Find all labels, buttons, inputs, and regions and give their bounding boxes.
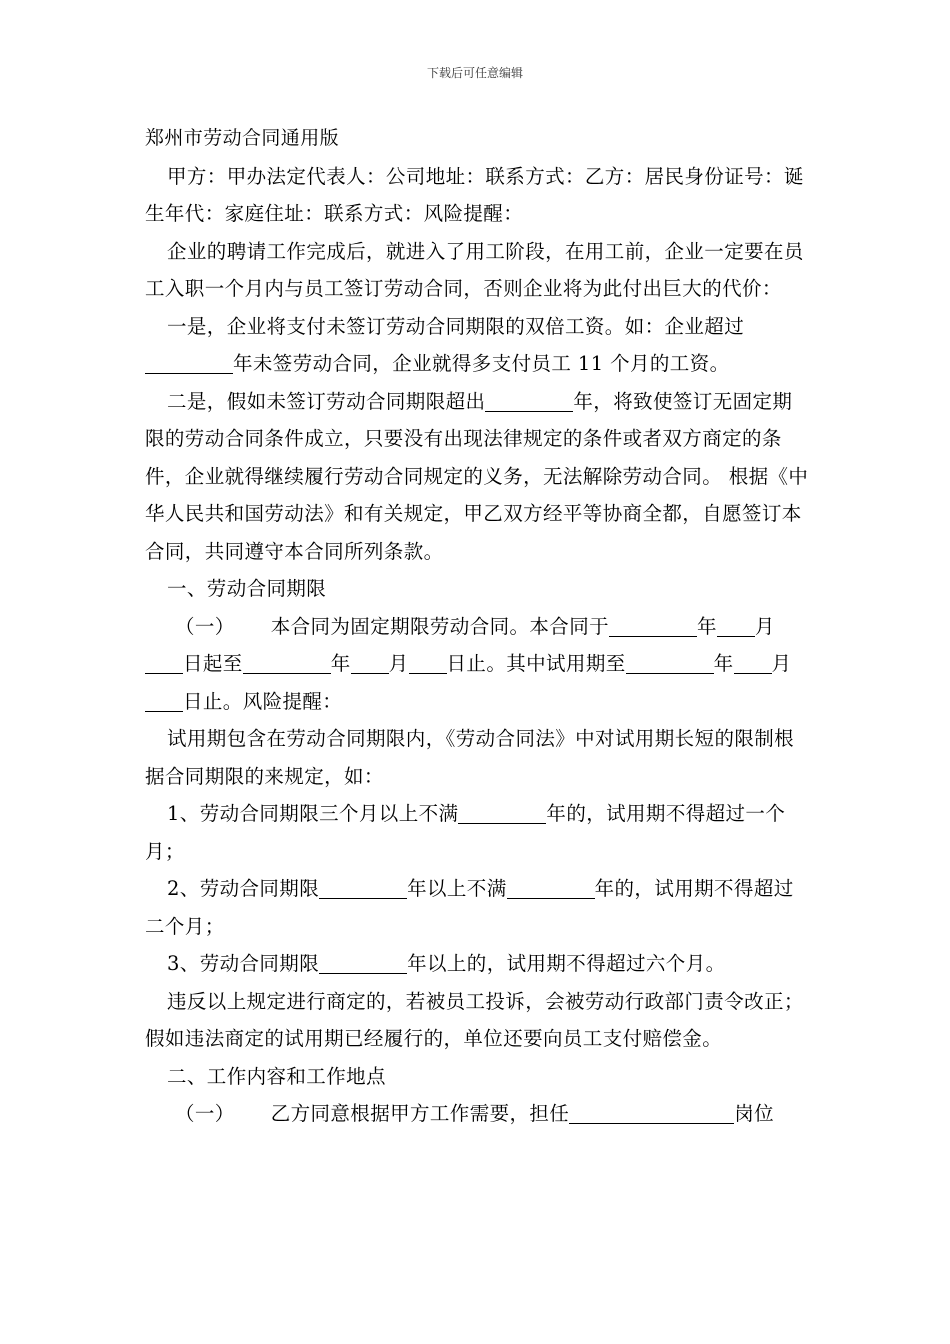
item-text: 2、劳动合同期限: [167, 877, 320, 900]
intro-paragraph: 企业的聘请工作完成后，就进入了用工阶段，在用工前，企业一定要在员工入职一个月内与员工签订劳动合同，否则企业将为此付出巨大的代价：: [145, 239, 804, 300]
blank-field: [458, 801, 546, 824]
clause-term: [145, 608, 810, 721]
blank-field: [569, 1101, 734, 1124]
month-label: 月: [771, 652, 792, 675]
blank-field: [409, 651, 447, 674]
risk-two-text-a: 二是，假如未签订劳动合同期限超出: [167, 389, 486, 413]
clause-work-text: 岗位: [734, 1102, 775, 1125]
risk-one-paragraph: [145, 308, 810, 383]
clause-term-text: 本合同为固定期限劳动合同。本合同于: [270, 614, 610, 638]
item-text: 年以上的，试用期不得超过六个月。: [407, 952, 726, 975]
year-label: 年: [330, 652, 351, 675]
item-text: 年以上不满: [407, 877, 507, 900]
blank-field: [507, 876, 595, 899]
day-from-label: 日起至: [183, 652, 243, 675]
item-text: 1、劳动合同期限三个月以上不满: [167, 802, 459, 825]
blank-field: [243, 651, 331, 674]
day-end-label: 日止。风险提醒：: [183, 689, 343, 713]
item-text: 3、劳动合同期限: [167, 952, 320, 975]
section-heading-term: 一、劳动合同期限: [167, 577, 327, 600]
item-text: 年的，试用期不得超过二个月；: [145, 877, 794, 938]
year-label: 年: [713, 652, 734, 675]
blank-field: [626, 651, 714, 674]
probation-item-2: [145, 870, 810, 945]
blank-field: [485, 389, 573, 412]
clause-work: [145, 1095, 810, 1133]
month-label: 月: [754, 614, 775, 638]
probation-item-3: [145, 945, 810, 983]
blank-field: [319, 951, 407, 974]
page-header: 下载后可任意编辑: [426, 66, 523, 80]
year-label: 年: [697, 614, 717, 638]
probation-paragraph: 试用期包含在劳动合同期限内，《劳动合同法》中对试用期长短的限制根据合同期限的来规定，如：: [145, 727, 795, 788]
blank-field: [734, 651, 772, 674]
parties-paragraph: 甲方：甲办法定代表人：公司地址：联系方式：乙方：居民身份证号：诞生年代：家庭住址：联系方式：风险提醒：: [145, 164, 804, 225]
item-text: 年的，试用期不得超过一个月；: [145, 802, 786, 863]
document-title: 郑州市劳动合同通用版: [145, 127, 340, 149]
blank-field: [145, 689, 183, 712]
blank-field: [717, 614, 755, 637]
blank-field: [609, 614, 697, 637]
probation-item-1: [145, 795, 810, 870]
risk-one-text-a: 一是，企业将支付未签订劳动合同期限的双倍工资。如：企业超过: [167, 314, 745, 338]
clause-work-text: 乙方同意根据甲方工作需要，担任: [270, 1102, 570, 1125]
day-until-label: 日止。其中试用期至: [446, 652, 626, 675]
section-heading-work: 二、工作内容和工作地点: [167, 1064, 386, 1088]
blank-field: [145, 651, 183, 674]
month-label: 月: [388, 652, 409, 675]
violation-paragraph: 违反以上规定进行商定的，若被员工投诉，会被劳动行政部门责令改正；假如违法商定的试用期已经履行的，单位还要向员工支付赔偿金。: [145, 989, 804, 1050]
risk-two-paragraph: [145, 383, 810, 571]
clause-label: （一）: [175, 1102, 235, 1125]
blank-field: [351, 651, 389, 674]
risk-one-text-b: 年未签劳动合同，企业就得多支付员工 11 个月的工资。: [233, 352, 730, 375]
document-body: [145, 120, 810, 1133]
blank-field: [319, 876, 407, 899]
risk-two-text-b: 年，将致使签订无固定期限的劳动合同条件成立，只要没有出现法律规定的条件或者双方商定的条件，企业就得继续履行劳动合同规定的义务，无法解除劳动合同。 根据《中华人民共和国劳动法》和有关规定，甲乙双方经平等协商全都，自愿签订本合同，共同遵守本合同所列条款。: [145, 389, 809, 563]
clause-label: （一）: [175, 614, 235, 638]
blank-field: [145, 351, 233, 374]
